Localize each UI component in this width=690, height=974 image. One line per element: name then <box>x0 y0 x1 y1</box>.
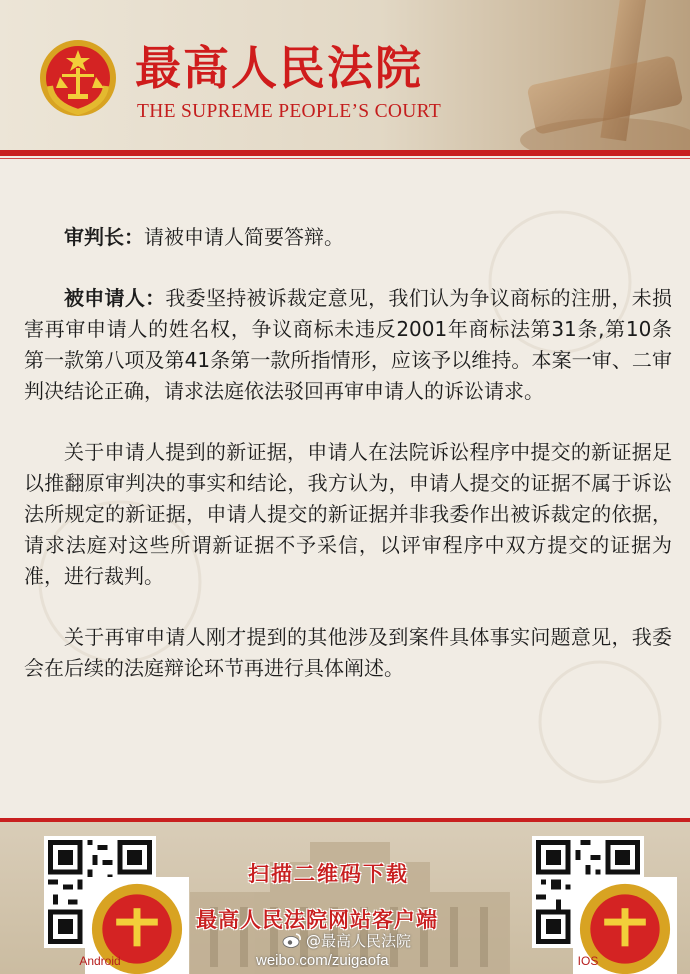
android-label: Android <box>79 954 121 968</box>
weibo-handle[interactable]: @最高人民法院 <box>306 932 412 950</box>
speech-text: 我委坚持被诉裁定意见，我们认为争议商标的注册，未损害再审申请人的姓名权，争议商标未违反2001年商标法第31条,第10条第一款第八项及第41条第一款所指情形，应该予以维持。本案一审、二审判决结论正确，请求法庭依法驳回再审申请人的诉讼请求。 <box>24 286 673 403</box>
weibo-url[interactable]: weibo.com/zuigaofa <box>256 952 389 969</box>
speaker-name: 被申请人 <box>64 286 146 310</box>
app-download-text: 最高人民法院网站客户端 <box>196 908 438 932</box>
transcript-paragraph <box>24 222 672 253</box>
gavel-icon <box>460 0 690 150</box>
footer-banner <box>0 822 690 974</box>
transcript <box>24 222 672 714</box>
speech-text: 关于再审申请人刚才提到的其他涉及到案件具体事实问题意见，我委会在后续的法庭辩论环节再进行具体阐述。 <box>24 625 672 680</box>
speaker-separator: ： <box>124 225 144 249</box>
header-banner <box>0 0 690 150</box>
weibo-icon <box>282 932 302 948</box>
court-title: 最高人民法院 <box>135 41 423 95</box>
ios-label: IOS <box>577 954 599 968</box>
scan-qr-text: 扫描二维码下载 <box>248 862 409 886</box>
ios-qr-code[interactable] <box>532 836 644 948</box>
speech-text: 请被申请人简要答辩。 <box>144 225 344 249</box>
transcript-paragraph <box>24 622 672 684</box>
speech-text: 关于申请人提到的新证据，申请人在法院诉讼程序中提交的新证据足以推翻原审判决的事实和结论，我方认为，申请人提交的证据不属于诉讼法所规定的新证据，申请人提交的新证据并非我委作出被诉裁定的依据，请求法庭对这些所谓新证据不予采信，以评审程序中双方提交的证据为准，进行裁判。 <box>24 440 672 588</box>
header-divider <box>0 150 690 156</box>
speaker-separator: ： <box>145 286 166 310</box>
android-qr-code[interactable] <box>44 836 156 948</box>
header-divider-thin <box>0 158 690 159</box>
court-subtitle: THE SUPREME PEOPLE’S COURT <box>137 101 442 122</box>
speaker-name: 审判长 <box>64 225 124 249</box>
transcript-paragraph <box>24 437 672 592</box>
national-emblem-icon <box>38 38 118 118</box>
transcript-paragraph <box>24 283 672 407</box>
